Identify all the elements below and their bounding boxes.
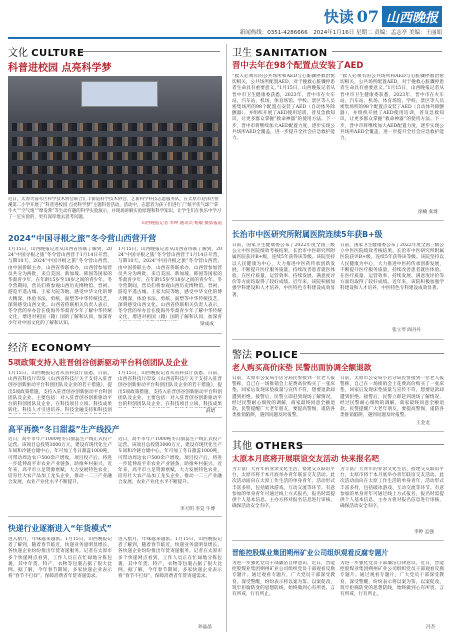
byline: 王金龙 (416, 421, 430, 426)
article-divider (8, 333, 222, 334)
audience-row (12, 152, 217, 160)
section-rule (300, 444, 444, 445)
article-body-col2: 近日，高平市年产1000吨冬日甜蕊生产线正式投产运营。该项目总投资3000万元，建设有现代化生产车间和冷链仓储中心，年可加工冬日甜蕊1000吨，可带动周边农户500余户增收。项目投产后，将进一步延伸高平市农业产业链条，助推乡村振兴。近年来，高平市立足资源禀赋，大力发展特色农业，培育壮大农产品加工龙头企业，推动一二三产业融合发展，农业产业化水平不断提升。 (118, 437, 222, 486)
projection-screen (81, 81, 158, 107)
article-body: 为丰富广大青年的业余文化生活，搭建交友联谊平台，太原市将于本月底举办青年联谊交友活动。此次活动面向在太原工作生活的单身青年，活动形式丰富多样，包括破冰游戏、互动交流等环节。有意参加的单身青年可通过线上方式报名，报名时需提供个人基本信息。主办方将对报名信息进行审核，确保活动安全有序。 (232, 467, 335, 510)
article-body: 1月15日，山西晚报记者从省科技厅获悉，日前，山西省科技厅印发《山西省科技厅关于支持入驻晋创谷创新驱动平台科创团队及企业的若干措施》，提出5项政策措施，支持入驻晋创谷创新驱动平台科创团队及企业。主要包括：对入驻晋创谷创新驱动平台的科创团队及企业，在科技项目立项、科技成果转化、科技人才引进培养、科技金融支持和科技创 (8, 371, 112, 414)
article-body-col2: 进入腊月，年味越来越浓。1月15日，山西晚报记者了解到，随着春节临近，快递业务量明显增长，各快递企业纷纷推出年货寄递服务。记者在太原市多个快递网点看到，工作人员正在忙碌地分拣包裹，其中年货、特产、衣物等包裹占据了很大比例。据了解，今年春节期间，多家快递企业表示将“春节不打烊”，保障消费者年货寄递需求。 (118, 537, 222, 580)
article-divider (232, 339, 444, 340)
section-rule (80, 51, 220, 52)
article-title: 高平再焕“冬日甜蕊”生产线投产 (8, 425, 120, 434)
column-name: 快读 (323, 8, 354, 26)
audience-row (12, 123, 217, 131)
article-title: 快递行业逐渐进入“年货模式” (8, 524, 112, 533)
others-section-header (232, 437, 304, 452)
culture-section-en: CULTURE (31, 48, 85, 59)
article-title: 长治市中医研究所附属医院连续5年获B+级 (232, 230, 383, 239)
byline: 张立琴 阎丹丹 (392, 328, 422, 333)
article-body: 1月15日，山西晚报记者从山西省侨联了解到，2024“中国寻根之旅”冬令营山西营于1月14日开营，与期10天。2024“中国寻根之旅”冬令营山西营，由中国侨联主办，山西省侨联承办，山西营参加营员共分为两批，来自美国、新加坡、韩国等国家的华裔青少年，在年龄15岁至18岁之间的青少年。冬令营期间，营员们将参观山西历史博物馆、晋祠、游览平遥古城、王家大院等地，感受中华文化的博大精深，体验书法、剪纸、面塑等中华传统技艺，深刻感受山西文化。山西省侨联相关负责人表示，冬令营的举办旨在使海外华裔青少年了解中华传统文化，增进对祖国（籍）国的了解和认同，加深青少年对中国文化的了解和认知。 (8, 247, 112, 327)
byline: 李婷 孟强 (414, 530, 434, 535)
article-divider (232, 540, 444, 541)
article-body-col2: 为丰富广大青年的业余文化生活，搭建交友联谊平台，太原市将于本月底举办青年联谊交友活动。此次活动面向在太原工作生活的单身青年，活动形式丰富多样，包括破冰游戏、互动交流等环节。有意参加的单身青年可通过线上方式报名，报名时需提供个人基本信息。主办方将对报名信息进行审核，确保活动安全有序。 (340, 467, 444, 510)
others-section-zh: 其他 (232, 441, 252, 452)
audience-row (12, 166, 217, 174)
culture-section-header (8, 44, 84, 59)
article-divider (8, 516, 222, 517)
header-rule (8, 37, 442, 39)
article-body-col2: 日前，太原市公安局小店分局民警接到一位老人报警称，自己在一场推销会上花费高价购买了一张床垫，回家后发现床垫质量与宣传不符，想要退款却遭到拒绝。接警后，民警立即赶到现场了解情况，经过民警耐心细致的调解，商家最终同意全额退款。民警提醒广大老年朋友，要提高警惕，谨防各类推销陷阱，遇到问题及时报警。 (340, 376, 444, 419)
others-title: 太原本月底将开展联谊交友活动 快来报名吧 (232, 454, 379, 463)
police-title: 老人购买高价床垫 民警出面协调全额退款 (232, 363, 372, 372)
article-body-col2: 日前，国家卫生健康委公布了2022年度全国三级公立中医医院绩效考核结果。长治市中医研究所附属医院获评B+级，连续5年获得该等级。该院坚持以人民健康为中心，大力推进中医药传承创新发展，不断提升医疗服务质量，持续改善患者就医体验。在医疗质量、运营效率、持续发展、满意度评价等方面均取得了较好成绩。近年来，该院积极加强学科建设和人才培养，中医特色专科建设成效显著。 (340, 243, 444, 292)
culture-section-zh: 文化 (8, 48, 28, 59)
sanitation-title: 晋中去年在98个配置点安装了AED (232, 60, 364, 70)
column-divider (226, 44, 227, 632)
sanitation-section-zh: 卫生 (232, 48, 252, 59)
article-body: “救人必须有的公共场所和AED与心脏骤停救治密切相关，公共场所配置AED，对于挽救心脏骤停患者生命具有重要意义。”1月15日，山西晚报记者从晋中市卫生健康委获悉，2023年，晋中市在火车站、汽车站、机场、体育场馆、学校、景区等人员密集场所的98个配置点安装了AED（自动体外除颤器），并组织开展了AED使用培训，普及急救知识，让更多群众掌握“救命神器”的使用方法。下一步，晋中市将继续加大AED配置力度，逐步实现公共场所AED全覆盖，进一步提升全社会应急救护能力。 (232, 74, 335, 142)
photo-caption: 近日，太原火箭军区科学技术协会联合汇丰街道科学技术协会、艺新科学科技志愿服务队，在太原市迎泽区恒溪第二小学开展了“科普进校园 点亮科学梦”主题科普活动。活动中，志愿者为孩子们进行了“纸平伏气球”“拿牛火”“空气炮”“摩发膏”等生动有趣的科学实验演示，并现场讲解实验原理和科学知识，让学生们在快乐中学习了一定实验的，更有深厚地去思考问题。 (8, 197, 222, 220)
page-number: 07 (356, 7, 379, 26)
byline: 冯杰 (426, 625, 436, 630)
page-header (0, 0, 450, 40)
paper-name: 山西晚报 (382, 6, 442, 27)
article-title: 晋能控股煤业集团朔州矿业公司组织观看反腐专题片 (232, 549, 389, 557)
byline: 徐楠 张琦 (418, 210, 438, 215)
photo-credit: 山西晚报记者 李坤 通讯员 杨敏 摄影报道 (141, 221, 222, 226)
economy-section-header (8, 339, 91, 354)
police-section-zh: 警法 (232, 350, 252, 361)
audience-row (12, 137, 217, 145)
article-body-col2: 1月15日，山西晚报记者从省科技厅获悉，日前，山西省科技厅印发《山西省科技厅关于支持入驻晋创谷创新驱动平台科创团队及企业的若干措施》，提出5项政策措施，支持入驻晋创谷创新驱动平台科创团队及企业。主要包括：对入驻晋创谷创新驱动平台的科创团队及企业，在科技项目立项、科技成果 (118, 371, 222, 408)
section-rule (332, 51, 442, 52)
economy-section-zh: 经济 (8, 343, 28, 354)
byline: 孙晶晶 (198, 625, 212, 630)
article-divider (232, 220, 444, 221)
police-section-header (232, 346, 298, 361)
section-rule (300, 353, 444, 354)
police-section-en: POLICE (255, 350, 299, 361)
audience-row (12, 180, 217, 188)
masthead (324, 6, 442, 27)
culture-title: 科普进校园 点亮科学梦 (8, 63, 112, 74)
article-body-col2: 为进一步强化党员干部廉洁自律意识，近日，晋能控股煤业集团朔州矿业公司组织党员干部观看反腐专题片。通过观看专题片，广大党员干部深受教育、深受警醒，纷纷表示将以案为鉴、以案促改，筑牢拒腐防变的思想防线，始终做到心有所畏、言有所戒、行有所止。 (340, 561, 444, 598)
section-rule (86, 346, 220, 347)
article-title: 2024“中国寻根之旅”冬令营山西营开营 (8, 233, 157, 243)
science-event-photo (8, 76, 222, 194)
article-body: 为进一步强化党员干部廉洁自律意识，近日，晋能控股煤业集团朔州矿业公司组织党员干部观看反腐专题片。通过观看专题片，广大党员干部深受教育、深受警醒，纷纷表示将以案为鉴、以案促改，筑牢拒腐防变的思想防线，始终做到心有所畏、言有所戒、行有所止。 (232, 561, 335, 598)
byline: 薛珺 (206, 409, 216, 414)
article-body: 进入腊月，年味越来越浓。1月15日，山西晚报记者了解到，随着春节临近，快递业务量明显增长，各快递企业纷纷推出年货寄递服务。记者在太原市多个快递网点看到，工作人员正在忙碌地分拣包裹，其中年货、特产、衣物等包裹占据了很大比例。据了解，今年春节期间，多家快递企业表示将“春节不打烊”，保障消费者年货寄递需求。 (8, 537, 112, 580)
article-body-col2: 1月15日，山西晚报记者从山西省侨联了解到，2024“中国寻根之旅”冬令营山西营于1月14日开营，与期10天。2024“中国寻根之旅”冬令营山西营，由中国侨联主办，山西省侨联承办，山西营参加营员共分为两批，来自美国、新加坡、韩国等国家的华裔青少年，在年龄15岁至18岁之间的青少年。冬令营期间，营员们将参观山西历史博物馆、晋祠、游览平遥古城、王家大院等地，感受中华文化的博大精深，体验书法、剪纸、面塑等中华传统技艺，深刻感受山西文化。山西省侨联相关负责人表示，冬令营的举办旨在使海外华裔青少年了解中华传统文化，增进对祖国（籍）国的了解和认同，加深青 (118, 247, 222, 321)
economy-title: 5项政策支持入驻晋创谷创新驱动平台科创团队及企业 (8, 358, 188, 367)
economy-section-en: ECONOMY (31, 343, 92, 354)
header-meta: 新闻热线：0351-4286666 2024年1月16日 星期二 责编：孟志亭 美编：王丽娟 (239, 30, 442, 36)
article-body: 近日，高平市年产1000吨冬日甜蕊生产线正式投产运营。该项目总投资3000万元，建设有现代化生产车间和冷链仓储中心，年可加工冬日甜蕊1000吨，可带动周边农户500余户增收。项目投产后，将进一步延伸高平市农业产业链条，助推乡村振兴。近年来，高平市立足资源禀赋，大力发展特色农业，培育壮大农产品加工龙头企业，推动一二三产业融合发展，农业产业化水平不断提升。 (8, 437, 112, 486)
article-body-col2: “救人必须有的公共场所和AED与心脏骤停救治密切相关，公共场所配置AED，对于挽救心脏骤停患者生命具有重要意义。”1月15日，山西晚报记者从晋中市卫生健康委获悉，2023年，晋中市在火车站、汽车站、机场、体育场馆、学校、景区等人员密集场所的98个配置点安装了AED（自动体外除颤器），并组织开展了AED使用培训，普及急救知识，让更多群众掌握“救命神器”的使用方法。下一步，晋中市将继续加大AED配置力度，逐步实现公共场所AED全覆盖，进一步提升全社会应急救护能力。 (340, 74, 444, 142)
article-body: 日前，太原市公安局小店分局民警接到一位老人报警称，自己在一场推销会上花费高价购买了一张床垫，回家后发现床垫质量与宣传不符，想要退款却遭到拒绝。接警后，民警立即赶到现场了解情况，经过民警耐心细致的调解，商家最终同意全额退款。民警提醒广大老年朋友，要提高警惕，谨防各类推销陷阱，遇到问题及时报警。 (232, 376, 335, 419)
others-section-en: OTHERS (255, 441, 304, 452)
sanitation-section-en: SANITATION (255, 48, 328, 59)
article-body: 日前，国家卫生健康委公布了2022年度全国三级公立中医医院绩效考核结果。长治市中医研究所附属医院获评B+级，连续5年获得该等级。该院坚持以人民健康为中心，大力推进中医药传承创新发展，不断提升医疗服务质量，持续改善患者就医体验。在医疗质量、运营效率、持续发展、满意度评价等方面均取得了较好成绩。近年来，该院积极加强学科建设和人才培养，中医特色专科建设成效显著。 (232, 243, 335, 298)
byline: 梁成成 (200, 322, 214, 327)
byline: 李天明 李昊 牛博 (180, 507, 216, 512)
article-divider (8, 417, 222, 418)
sanitation-section-header (232, 44, 328, 59)
article-divider (232, 431, 444, 432)
